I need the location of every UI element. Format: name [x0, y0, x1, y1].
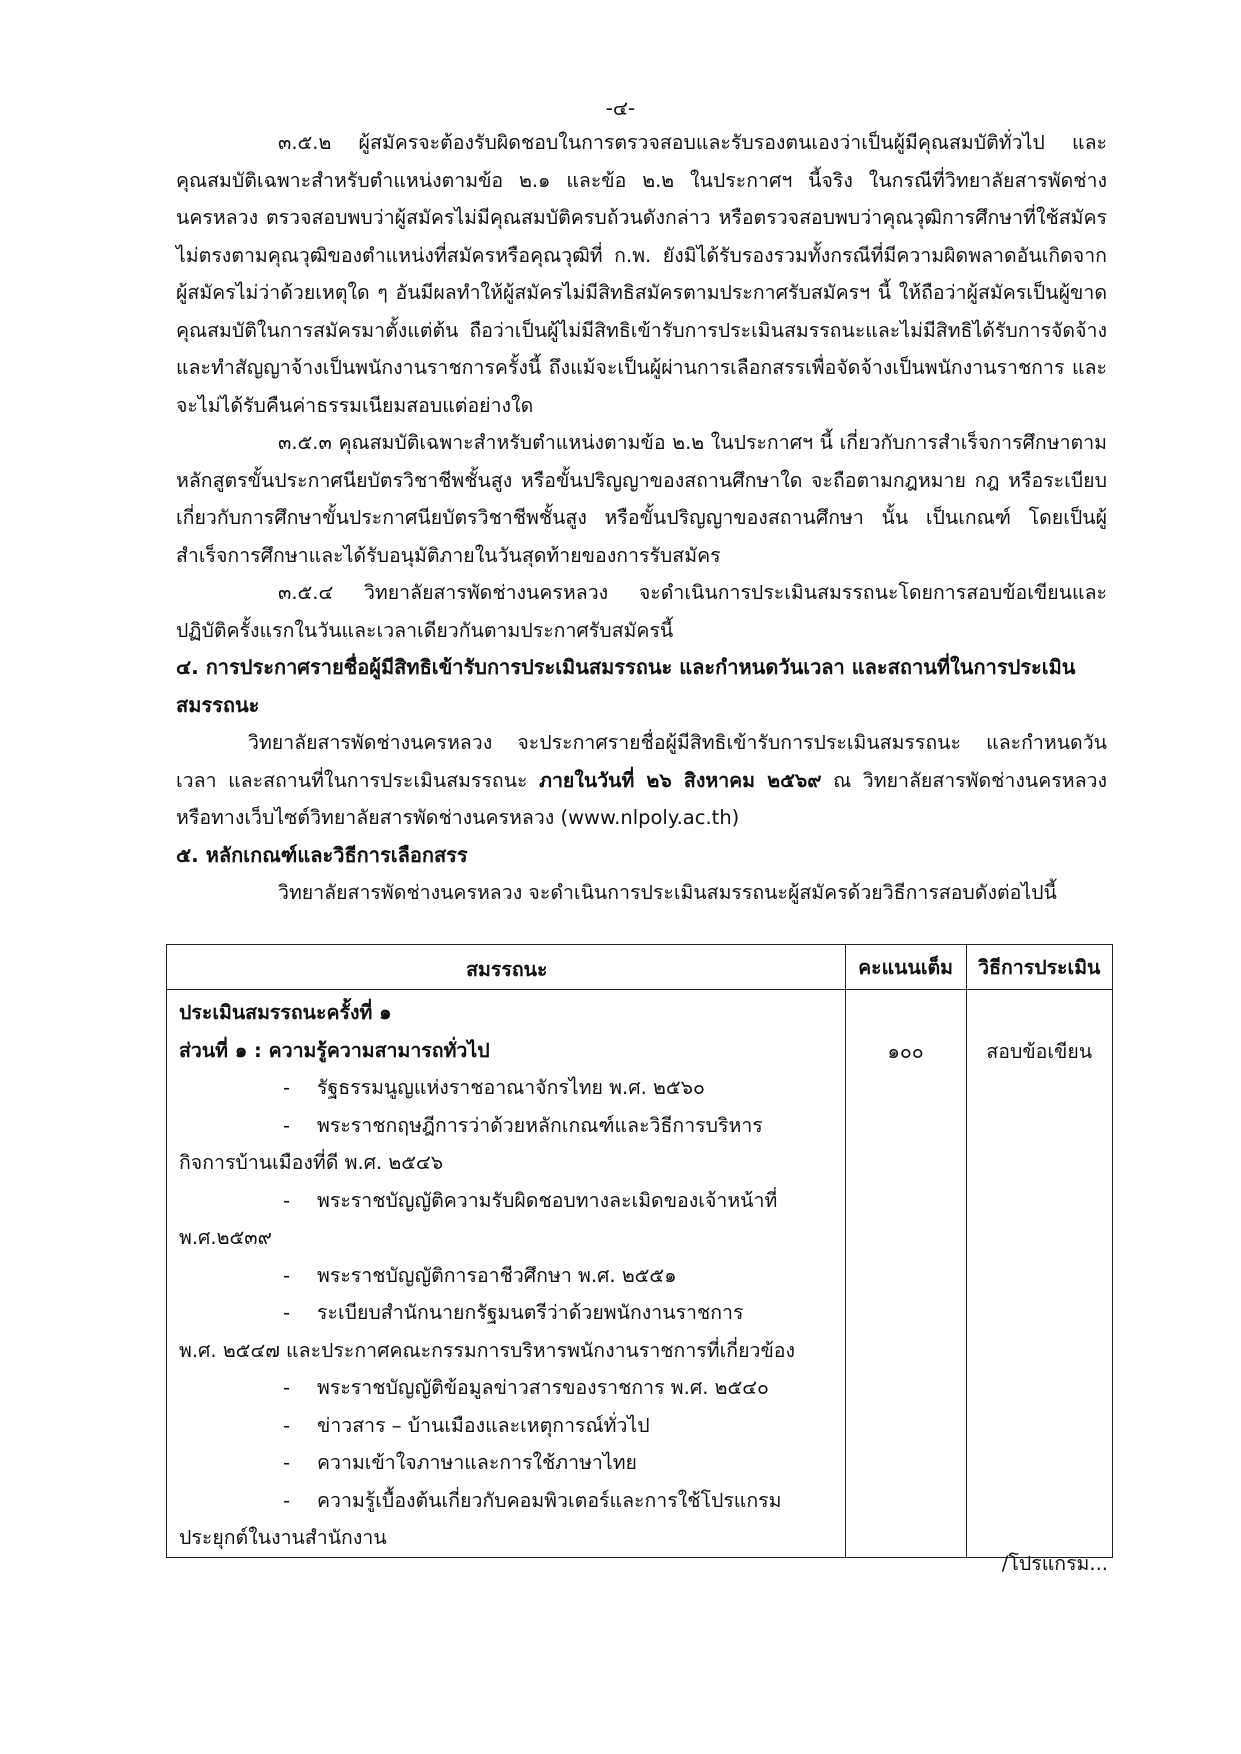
topic-text: รัฐธรรมนูญแห่งราชอาณาจักรไทย พ.ศ. ๒๕๖๐ — [317, 1076, 705, 1099]
list-item — [179, 1294, 835, 1332]
full-score-value: ๑๐๐ — [887, 1039, 924, 1063]
section-4-heading: ๔. การประกาศรายชื่อผู้มีสิทธิเข้ารับการประเมินสมรรถนะ และกำหนดวันเวลา และสถานที่ในการประเมินสมรรถนะ — [176, 655, 1076, 717]
document-body — [176, 124, 1107, 912]
section-4-deadline: ภายในวันที่ ๒๖ สิงหาคม ๒๕๖๙ — [539, 768, 822, 792]
list-item — [179, 1069, 835, 1107]
bullet-dash: - — [283, 1263, 291, 1287]
topic-list — [179, 1069, 835, 1557]
header-method: วิธีการประเมิน — [966, 945, 1112, 990]
list-item — [179, 1369, 835, 1407]
list-item — [179, 1257, 835, 1295]
topic-text-continued: ประยุกต์ในงานสำนักงาน — [179, 1526, 387, 1549]
topic-text: พระราชกฤษฎีการว่าด้วยหลักเกณฑ์และวิธีการบริหาร — [317, 1113, 763, 1137]
bullet-dash: - — [283, 1076, 291, 1099]
paragraph-3-5-2: ๓.๕.๒ ผู้สมัครจะต้องรับผิดชอบในการตรวจสอบและรับรองตนเองว่าเป็นผู้มีคุณสมบัติทั่วไป และคุณสมบัติเฉพาะสำหรับตำแหน่งตามข้อ ๒.๑ และข้อ ๒.๒ ในประกาศฯ นี้จริง ในกรณีที่วิทยาลัยสารพัดช่างนครหลวง ตรวจสอบพบว่าผู้สมัครไม่มีคุณสมบัติครบถ้วนดังกล่าว หรือตรวจสอบพบว่าคุณวุฒิการศึกษาที่ใช้สมัครไม่ตรงตามคุณวุฒิของตำแหน่งที่สมัครหรือคุณวุฒิที่ ก.พ. ยังมิได้รับรองรวมทั้งกรณีที่มีความผิดพลาดอันเกิดจากผู้สมัครไม่ว่าด้วยเหตุใด ๆ อันมีผลทำให้ผู้สมัครไม่มีสิทธิสมัครตามประกาศรับสมัครฯ นี้ ให้ถือว่าผู้สมัครเป็นผู้ขาดคุณสมบัติในการสมัครมาตั้งแต่ต้น ถือว่าเป็นผู้ไม่มีสิทธิเข้ารับการประเมินสมรรถนะและไม่มีสิทธิได้รับการจัดจ้างและทำสัญญาจ้างเป็นพนักงานราชการครั้งนี้ ถึงแม้จะเป็นผู้ผ่านการเลือกสรรเพื่อจัดจ้างเป็นพนักงานราชการ และจะไม่ได้รับคืนค่าธรรมเนียมสอบแต่อย่างใด — [176, 131, 1107, 417]
paragraph-3-5-3: ๓.๕.๓ คุณสมบัติเฉพาะสำหรับตำแหน่งตามข้อ ๒.๒ ในประกาศฯ นี้ เกี่ยวกับการสำเร็จการศึกษาตามหลักสูตรขั้นประกาศนียบัตรวิชาชีพชั้นสูง หรือขั้นปริญญาของสถานศึกษาใด จะถือตามกฎหมาย กฎ หรือระเบียบเกี่ยวกับการศึกษาขั้นประกาศนียบัตรวิชาชีพชั้นสูง หรือขั้นปริญญาของสถานศึกษา นั้น เป็นเกณฑ์ โดยเป็นผู้สำเร็จการศึกษาและได้รับอนุมัติภายในวันสุดท้ายของการรับสมัคร — [176, 431, 1107, 567]
list-item — [179, 1107, 835, 1145]
section-5-heading: ๕. หลักเกณฑ์และวิธีการเลือกสรร — [176, 842, 468, 867]
score-cell — [845, 990, 966, 1558]
section-4-body-start: วิทยาลัยสารพัดช่างนครหลวง จะประกาศรายชื่อผู้มีสิทธิเข้ารับการประเมินสมรรถนะ และกำหนดวัน เวลา และสถานที่ในการประเมินสมรรถนะ — [176, 731, 1107, 792]
bullet-dash: - — [283, 1451, 291, 1474]
part-title: ส่วนที่ ๑ : ความรู้ความสามารถทั่วไป — [179, 1038, 490, 1062]
header-full-score: คะแนนเต็ม — [845, 945, 966, 990]
table-row — [167, 990, 1113, 1558]
topic-text: พระราชบัญญัติข้อมูลข่าวสารของราชการ พ.ศ. ๒๕๔๐ — [317, 1376, 769, 1399]
header-competency: สมรรถนะ — [167, 945, 846, 990]
assessment-table — [166, 944, 1113, 1558]
bullet-dash: - — [283, 1488, 291, 1512]
paragraph-3-5-4: ๓.๕.๔ วิทยาลัยสารพัดช่างนครหลวง จะดำเนินการประเมินสมรรถนะโดยการสอบข้อเขียนและปฏิบัติครั้งแรกในวันและเวลาเดียวกันตามประกาศรับสมัครนี้ — [176, 581, 1107, 642]
topic-text: ความรู้เบื้องต้นเกี่ยวกับคอมพิวเตอร์และการใช้โปรแกรม — [317, 1488, 782, 1512]
topic-text: ระเบียบสำนักนายกรัฐมนตรีว่าด้วยพนักงานราชการ — [317, 1301, 744, 1324]
table-header-row — [167, 945, 1113, 990]
section-5-body: วิทยาลัยสารพัดช่างนครหลวง จะดำเนินการประเมินสมรรถนะผู้สมัครด้วยวิธีการสอบดังต่อไปนี้ — [278, 881, 1057, 904]
topic-text-continued: พ.ศ. ๒๕๔๗ และประกาศคณะกรรมการบริหารพนักงานราชการที่เกี่ยวข้อง — [179, 1338, 796, 1362]
bullet-dash: - — [283, 1376, 291, 1399]
topic-text-continued: พ.ศ.๒๕๓๙ — [179, 1226, 272, 1249]
topic-text: ความเข้าใจภาษาและการใช้ภาษาไทย — [317, 1451, 637, 1474]
round-title: ประเมินสมรรถนะครั้งที่ ๑ — [179, 1001, 392, 1024]
method-cell — [966, 990, 1112, 1558]
topic-text: ข่าวสาร – บ้านเมืองและเหตุการณ์ทั่วไป — [317, 1413, 650, 1437]
topic-text: พระราชบัญญัติความรับผิดชอบทางละเมิดของเจ้าหน้าที่ — [317, 1188, 778, 1212]
section-4-body-end: ณ วิทยาลัยสารพัดช่างนครหลวง หรือทางเว็บไซต์วิทยาลัยสารพัดช่างนครหลวง (www.nlpoly.ac.th) — [176, 768, 1107, 829]
section-4-body — [176, 724, 1107, 837]
list-item — [179, 1407, 835, 1445]
topic-text-continued: กิจการบ้านเมืองที่ดี พ.ศ. ๒๕๔๖ — [179, 1151, 444, 1174]
topic-text: พระราชบัญญัติการอาชีวศึกษา พ.ศ. ๒๕๕๑ — [317, 1263, 677, 1287]
list-item — [179, 1182, 835, 1220]
page-number: -๔- — [605, 96, 636, 120]
list-item — [179, 1482, 835, 1520]
bullet-dash: - — [283, 1301, 291, 1324]
continuation-note: /โปรแกรม... — [1001, 1552, 1108, 1575]
method-value: สอบข้อเขียน — [986, 1039, 1093, 1063]
competency-cell — [167, 990, 846, 1558]
bullet-dash: - — [283, 1413, 291, 1437]
list-item — [179, 1444, 835, 1482]
bullet-dash: - — [283, 1188, 291, 1212]
bullet-dash: - — [283, 1113, 291, 1137]
